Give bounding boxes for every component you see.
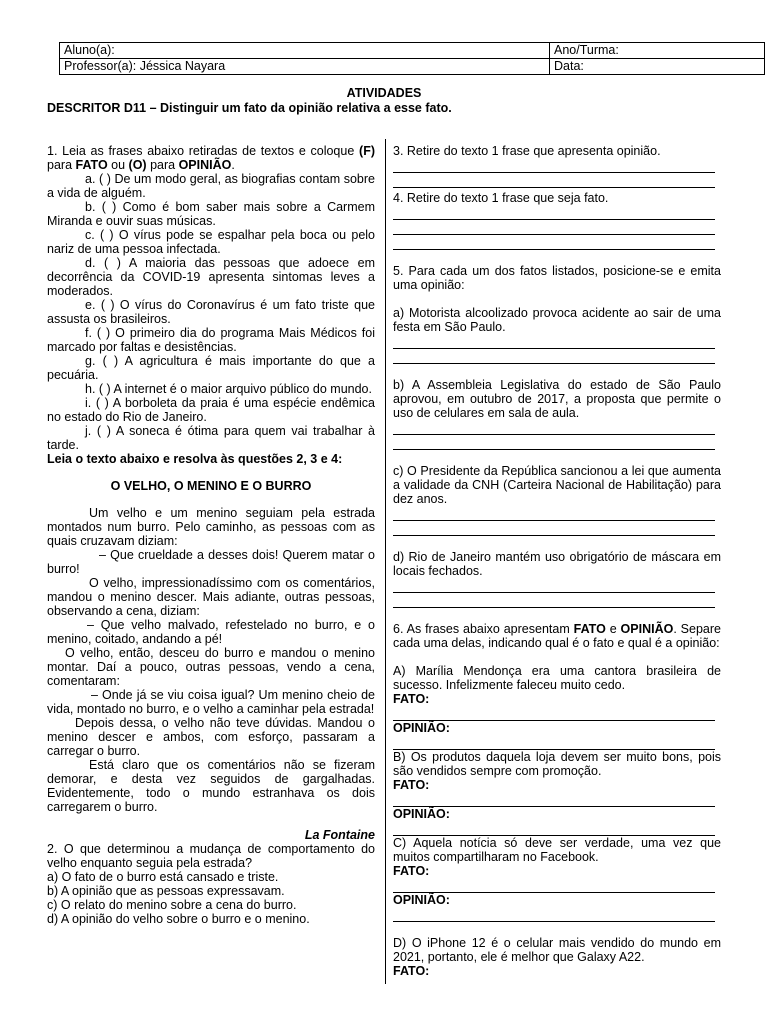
q5-item: c) O Presidente da República sancionou a lei que aumenta a validade da CNH (Carteira Nacional de Habilitação) para dez anos. bbox=[393, 464, 721, 506]
answer-line[interactable] bbox=[393, 821, 715, 836]
q1-item[interactable]: g. ( ) A agricultura é mais importante do que a pecuária. bbox=[47, 354, 375, 382]
date-field[interactable]: Data: bbox=[550, 59, 765, 75]
answer-line[interactable] bbox=[393, 158, 715, 173]
q6-item: C) Aquela notícia só deve ser verdade, uma vez que muitos compartilharam no Facebook. bbox=[393, 836, 721, 864]
q1-item[interactable]: b. ( ) Como é bom saber mais sobre a Carmem Miranda e ouvir suas músicas. bbox=[47, 200, 375, 228]
story-paragraph: – Que velho malvado, refestelado no burro, e o menino, coitado, andando a pé! bbox=[47, 618, 375, 646]
answer-line[interactable] bbox=[393, 878, 715, 893]
q1-instruction: 1. Leia as frases abaixo retiradas de textos e coloque (F) para FATO ou (O) para OPINIÃO. bbox=[47, 144, 375, 172]
q2-option[interactable]: c) O relato do menino sobre a cena do burro. bbox=[47, 898, 297, 912]
q5-item: a) Motorista alcoolizado provoca acidente ao sair de uma festa em São Paulo. bbox=[393, 306, 721, 334]
story-author: La Fontaine bbox=[304, 828, 375, 842]
class-field[interactable]: Ano/Turma: bbox=[550, 43, 765, 59]
left-column bbox=[47, 144, 375, 926]
page-title: ATIVIDADES bbox=[346, 86, 422, 100]
answer-line[interactable] bbox=[393, 334, 715, 349]
q2-option[interactable]: a) O fato de o burro está cansado e triste. bbox=[47, 870, 279, 884]
story-paragraph: Um velho e um menino seguiam pela estrada montados num burro. Pelo caminho, as pessoas com as quais cruzavam diziam: bbox=[47, 506, 375, 548]
story-paragraph: – Que crueldade a desses dois! Querem matar o burro! bbox=[47, 548, 375, 576]
q6-item: B) Os produtos daquela loja devem ser muito bons, pois são vendidos sempre com promoção. bbox=[393, 750, 721, 778]
q2-question: 2. O que determinou a mudança de comportamento do velho enquanto seguia pela estrada? bbox=[47, 842, 375, 870]
answer-line[interactable] bbox=[393, 420, 715, 435]
q1-item[interactable]: a. ( ) De um modo geral, as biografias contam sobre a vida de alguém. bbox=[47, 172, 375, 200]
answer-line[interactable] bbox=[393, 706, 715, 721]
q5-item: b) A Assembleia Legislativa do estado de São Paulo aprovou, em outubro de 2017, a proposta que permite o uso de celulares em sala de aula. bbox=[393, 378, 721, 420]
answer-line[interactable] bbox=[393, 220, 715, 235]
q1-item[interactable]: h. ( ) A internet é o maior arquivo público do mundo. bbox=[85, 382, 372, 396]
answer-line[interactable] bbox=[393, 205, 715, 220]
q5-item: d) Rio de Janeiro mantém uso obrigatório de máscara em locais fechados. bbox=[393, 550, 721, 578]
story-paragraph: – Onde já se viu coisa igual? Um menino cheio de vida, montado no burro, e o velho a caminhar pela estrada! bbox=[47, 688, 375, 716]
answer-line[interactable] bbox=[393, 506, 715, 521]
opiniao-label: OPINIÃO: bbox=[393, 807, 450, 821]
student-info-table bbox=[59, 42, 765, 75]
fato-label: FATO: bbox=[393, 964, 430, 978]
story-paragraph: O velho, então, desceu do burro e mandou o menino montar. Daí a pouco, outras pessoas, vendo a cena, comentaram: bbox=[47, 646, 375, 688]
reading-instruction: Leia o texto abaixo e resolva às questões 2, 3 e 4: bbox=[47, 452, 343, 466]
story-paragraph: O velho, impressionadíssimo com os comentários, mandou o menino descer. Mais adiante, outras pessoas, observando a cena, diziam: bbox=[47, 576, 375, 618]
q6-item: D) O iPhone 12 é o celular mais vendido do mundo em 2021, portanto, ele é melhor que Galaxy A22. bbox=[393, 936, 721, 964]
q1-item[interactable]: j. ( ) A soneca é ótima para quem vai trabalhar à tarde. bbox=[47, 424, 375, 452]
descriptor-heading: DESCRITOR D11 – Distinguir um fato da opinião relativa a esse fato. bbox=[47, 101, 452, 115]
fato-label: FATO: bbox=[393, 692, 430, 706]
fato-label: FATO: bbox=[393, 778, 430, 792]
opiniao-label: OPINIÃO: bbox=[393, 721, 450, 735]
q1-item[interactable]: e. ( ) O vírus do Coronavírus é um fato triste que assusta os brasileiros. bbox=[47, 298, 375, 326]
answer-line[interactable] bbox=[393, 521, 715, 536]
answer-line[interactable] bbox=[393, 735, 715, 750]
q6-instruction: 6. As frases abaixo apresentam FATO e OPINIÃO. Separe cada uma delas, indicando qual é o fato e qual é a opinião: bbox=[393, 622, 721, 650]
story-paragraph: Depois dessa, o velho não teve dúvidas. Mandou o menino descer e ambos, com esforço, passaram a carregar o burro. bbox=[47, 716, 375, 758]
answer-line[interactable] bbox=[393, 792, 715, 807]
fato-label: FATO: bbox=[393, 864, 430, 878]
q5-instruction: 5. Para cada um dos fatos listados, posicione-se e emita uma opinião: bbox=[393, 264, 721, 292]
q1-item[interactable]: d. ( ) A maioria das pessoas que adoece em decorrência da COVID-19 apresenta sintomas leves a moderados. bbox=[47, 256, 375, 298]
q2-option[interactable]: d) A opinião do velho sobre o burro e o menino. bbox=[47, 912, 310, 926]
opiniao-label: OPINIÃO: bbox=[393, 893, 450, 907]
q1-item[interactable]: i. ( ) A borboleta da praia é uma espécie endêmica no estado do Rio de Janeiro. bbox=[47, 396, 375, 424]
answer-line[interactable] bbox=[393, 578, 715, 593]
column-divider bbox=[385, 139, 386, 984]
student-name-field[interactable]: Aluno(a): bbox=[60, 43, 550, 59]
q1-item[interactable]: f. ( ) O primeiro dia do programa Mais Médicos foi marcado por faltas e desistências. bbox=[47, 326, 375, 354]
answer-line[interactable] bbox=[393, 907, 715, 922]
answer-line[interactable] bbox=[393, 349, 715, 364]
story-paragraph: Está claro que os comentários não se fizeram demorar, e desta vez seguidos de gargalhadas. Evidentemente, todo o mundo estranhava os dois carregarem o burro. bbox=[47, 758, 375, 814]
q3-question: 3. Retire do texto 1 frase que apresenta opinião. bbox=[393, 144, 661, 158]
story-title: O VELHO, O MENINO E O BURRO bbox=[110, 479, 312, 493]
q4-question: 4. Retire do texto 1 frase que seja fato. bbox=[393, 191, 609, 205]
q2-option[interactable]: b) A opinião que as pessoas expressavam. bbox=[47, 884, 285, 898]
answer-line[interactable] bbox=[393, 173, 715, 188]
q6-item: A) Marília Mendonça era uma cantora brasileira de sucesso. Infelizmente faleceu muito cedo. bbox=[393, 664, 721, 692]
answer-line[interactable] bbox=[393, 593, 715, 608]
answer-line[interactable] bbox=[393, 435, 715, 450]
q1-item[interactable]: c. ( ) O vírus pode se espalhar pela boca ou pelo nariz de uma pessoa infectada. bbox=[47, 228, 375, 256]
right-column bbox=[393, 144, 721, 978]
teacher-field: Professor(a): Jéssica Nayara bbox=[60, 59, 550, 75]
answer-line[interactable] bbox=[393, 235, 715, 250]
